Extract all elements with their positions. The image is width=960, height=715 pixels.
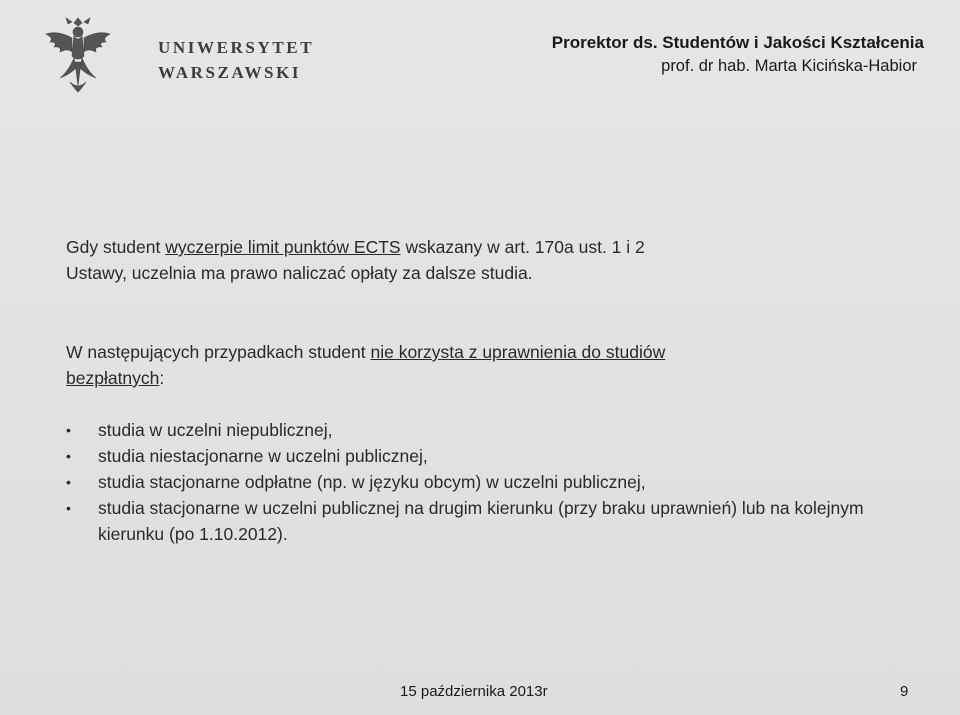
list-item [66,469,866,495]
paragraph2-text: W następujących przypadkach student [66,342,371,362]
page-number: 9 [900,683,909,700]
cases-list [66,417,866,547]
bullet-icon: • [66,500,71,516]
list-item [66,443,866,469]
paragraph-ects-limit [66,234,866,286]
paragraph2-underlined-1: nie korzysta z uprawnienia do studiów [370,342,666,362]
paragraph2-colon: : [159,368,165,388]
paragraph1-text-cont: wskazany w art. 170a ust. 1 i 2 [400,237,645,257]
paragraph-cases [66,339,866,391]
logo-text-line1: UNIWERSYTET [158,38,315,57]
list-item-text: studia niestacjonarne w uczelni publicznej, [98,446,428,466]
header-subtitle: prof. dr hab. Marta Kicińska-Habior [661,57,917,75]
list-item [66,417,866,443]
paragraph1-text: Gdy student [66,237,166,257]
paragraph1-line2: Ustawy, uczelnia ma prawo naliczać opłaty za dalsze studia. [66,263,533,283]
list-item-text: studia stacjonarne w uczelni publicznej na drugim kierunku (przy braku uprawnień) lub na kolejnym kierunku (po 1.10.2012). [98,498,864,544]
paragraph1-underlined: wyczerpie limit punktów ECTS [165,237,401,257]
list-item-text: studia w uczelni niepublicznej, [98,420,333,440]
list-item [66,495,866,547]
eagle-emblem-icon [38,12,118,94]
list-item-text: studia stacjonarne odpłatne (np. w języku obcym) w uczelni publicznej, [98,472,646,492]
footer-date: 15 października 2013r [400,683,548,700]
bullet-icon: • [66,422,71,438]
header-title: Prorektor ds. Studentów i Jakości Kształcenia [551,33,924,52]
paragraph2-underlined-2: bezpłatnych [66,368,160,388]
bullet-icon: • [66,474,71,490]
logo-text-line2: WARSZAWSKI [158,63,302,82]
university-logo [38,12,315,94]
bullet-icon: • [66,448,71,464]
